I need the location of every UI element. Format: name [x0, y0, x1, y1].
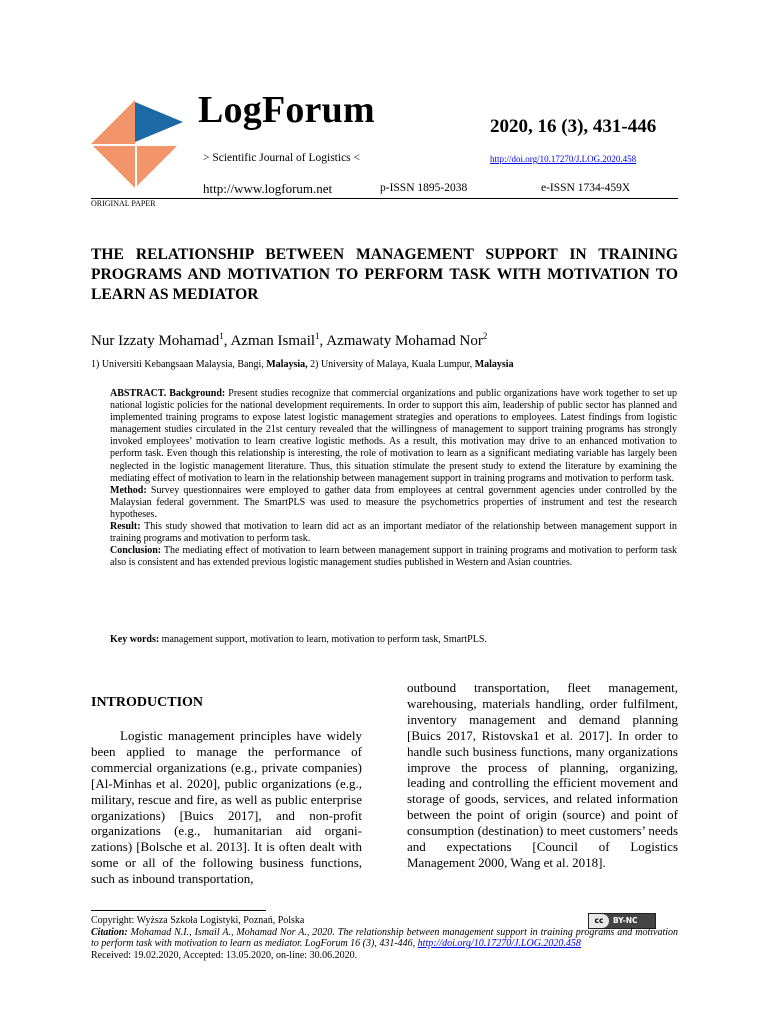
conclusion-text: The mediating effect of motivation to learn between management support in training programs and motivation to perform task also is consistent and has extended previous logistic management studies published in Western and Asian countries. — [110, 545, 677, 569]
introduction-heading: INTRODUCTION — [91, 695, 204, 710]
keywords-text: management support, motivation to learn, motivation to perform task, SmartPLS. — [161, 634, 487, 645]
keywords-label: Key words: — [110, 634, 160, 645]
copyright: Copyright: Wyższa Szkoła Logistyki, Poznań, Polska — [91, 915, 305, 926]
author-affiliation-mark: 1 — [219, 331, 224, 341]
logforum-logo — [91, 100, 185, 188]
p-issn: p-ISSN 1895-2038 — [380, 182, 468, 194]
cc-icon: cc — [589, 914, 609, 928]
citation — [91, 927, 678, 950]
footer — [91, 915, 678, 962]
e-issn: e-ISSN 1734-459X — [541, 182, 631, 194]
citation-label: Citation: — [91, 926, 128, 938]
affiliation-1-country: Malaysia, — [266, 359, 308, 370]
license-label: BY-NC — [613, 916, 638, 925]
abstract-label: ABSTRACT — [110, 388, 164, 399]
journal-subtitle: > Scientific Journal of Logistics < — [203, 152, 361, 164]
abstract-result — [110, 521, 677, 545]
abstract-background: ABSTRACT. Background: Present studies recognize that commercial organizations and public organizations have work together to set up national logistic policies for the national development requirements. In order to support this aim, leadership of public sector has planned and implemented training programs to expose latest logistic management strategies and operations to employees. Latest findings from logistic management studies circulated in the 21st century revealed that the willingness of management to support training programs has strongly invoked employees’ motivation to learn creative logistic methods. As a result, this motivation may drive to an enhanced motivation to perform task. Even though this relationship is interesting, the role of motivation to learn as a significant mediating variable has largely been neglected in the logistic management literature. Thus, this situation stimulate the present study to extend the literature by examining the mediating effect of motivation to learn in the relationship between management support in training programs and motivation to perform task. — [110, 388, 678, 484]
method-label: Method: — [110, 484, 147, 496]
background-label: Background: — [169, 388, 226, 399]
affiliation-2-country: Malaysia — [474, 359, 514, 370]
logo-triangle-bottom-left — [93, 146, 135, 188]
affiliations — [91, 359, 514, 370]
paper-type-label: ORIGINAL PAPER — [91, 199, 156, 208]
abstract — [110, 388, 677, 569]
intro-paragraph: Logistic management principles have widely been applied to manage the performance of commercial organizations (e.g., private companies) [Al-Minhas et al. 2020], public organizations (e.g., military, rescue and fire, as well as public enterprise organizations) [Buics 2017], and non-profit organizations (e.g., humanitarian aid organi-zations) [Bolsche et al. 2013]. It is often dealt with some or all of the following business functions, such as inbound transportation, — [91, 728, 362, 887]
article-title: THE RELATIONSHIP BETWEEN MANAGEMENT SUPPORT IN TRAINING PROGRAMS AND MOTIVATION TO PERFORM TASK WITH MOTIVATION TO LEARN AS MEDIATOR — [91, 246, 678, 303]
footer-divider — [91, 910, 266, 911]
website-link[interactable]: http://www.logforum.net — [203, 181, 333, 196]
citation-text: Mohamad N.I., Ismail A., Mohamad Nor A., 2020. The relationship between management support in training programs and motivation to perform task with motivation to learn as mediator. LogForum 16 (3), 431-446, — [91, 926, 678, 950]
method-text: Survey questionnaires were employed to gather data from employees at central government agencies under controlled by the Malaysian federal government. The SmartPLS was used to measure the psychometrics properties of instrument and test the research hypotheses. — [110, 484, 677, 520]
author-affiliation-mark: 2 — [482, 331, 488, 341]
author-name: Azman Ismail — [230, 333, 316, 349]
volume-info: 2020, 16 (3), 431-446 — [490, 116, 657, 137]
abstract-method — [110, 485, 677, 521]
logo-triangle-right — [135, 102, 183, 142]
author-name: Azmawaty Mohamad Nor — [326, 333, 483, 349]
abstract-conclusion — [110, 545, 677, 569]
intro-right-column — [407, 680, 678, 871]
header-divider — [91, 198, 678, 199]
keywords — [110, 634, 487, 645]
author-name: Nur Izzaty Mohamad — [91, 333, 220, 349]
author-affiliation-mark: 1 — [315, 331, 320, 341]
background-text: Present studies recognize that commercial organizations and public organizations have work together to set up national logistic policies for the national development requirements. In order to support this aim, leadership of public sector has planned and implemented training programs to expose latest logistic management strategies and operations to employees. Latest findings from logistic management studies circulated in the 21st century revealed that the willingness of management to support training programs has strongly invoked employees’ motivation to learn creative logistic methods. As a result, this motivation may drive to an enhanced motivation to perform task. Even though this relationship is interesting, the role of motivation to learn as a significant mediating variable has largely been neglected in the logistic management literature. Thus, this situation stimulate the present study to extend the literature by examining the mediating effect of motivation to learn in the relationship between management support in training programs and motivation to perform task. — [110, 388, 678, 484]
citation-doi-link[interactable]: http://doi.org/10.17270/J.LOG.2020.458 — [417, 938, 581, 950]
conclusion-label: Conclusion: — [110, 545, 162, 557]
affiliation-2: 2) University of Malaya, Kuala Lumpur, — [307, 359, 475, 370]
journal-name: LogForum — [198, 89, 375, 131]
doi-link[interactable]: http://doi.org/10.17270/J.LOG.2020.458 — [490, 154, 637, 164]
received-dates: Received: 19.02.2020, Accepted: 13.05.2020, on-line: 30.06.2020. — [91, 950, 358, 962]
intro-left-column — [91, 728, 362, 887]
result-text: This study showed that motivation to learn did act as an important mediator of the relationship between management support in training programs and motivation to perform task. — [110, 521, 678, 545]
author-list: Nur Izzaty Mohamad$^1$, Azman Ismail$^1$, Azmawaty Mohamad Nor$^2$ — [91, 331, 488, 349]
result-label: Result: — [110, 521, 141, 533]
affiliation-1: 1) Universiti Kebangsaan Malaysia, Bangi, — [91, 359, 267, 370]
logo-triangle-bottom-right — [137, 146, 177, 186]
logo-triangle-top — [91, 100, 135, 144]
intro-paragraph: outbound transportation, fleet management, warehousing, materials handling, order fulfilment, inventory management and demand planning [Buics 2017, Ristovska1 et al. 2017]. In order to handle such business functions, many organizations improve the process of planning, organizing, leading and controlling the efficient movement and storage of goods, services, and related information between the point of origin (source) and point of consumption (destination) to meet customers’ needs and expectations [Council of Logistics Management 2000, Wang et al. 2018]. — [407, 680, 678, 870]
